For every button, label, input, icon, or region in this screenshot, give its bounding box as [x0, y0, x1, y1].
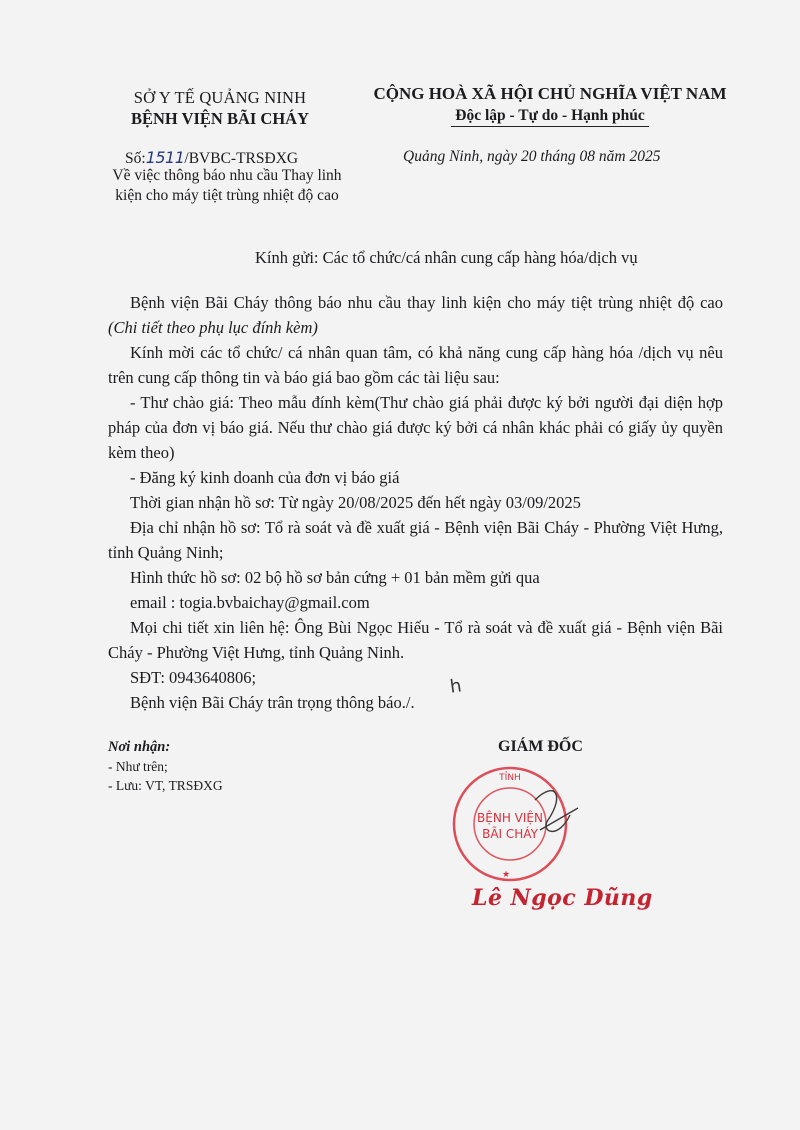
- issuer-org: SỞ Y TẾ QUẢNG NINH: [133, 88, 307, 107]
- handwritten-initials: h: [448, 675, 463, 698]
- recipients-label: Nơi nhận:: [108, 739, 171, 755]
- recipient-item: - Lưu: VT, TRSĐXG: [108, 778, 223, 793]
- signer-name: Lê Ngọc Dũng: [472, 885, 653, 911]
- stamp-line-2: BÃI CHÁY: [482, 827, 538, 841]
- body-paragraph: Hình thức hồ sơ: 02 bộ hồ sơ bản cứng + 01 bản mềm gửi qua: [130, 568, 540, 587]
- document-date: Quảng Ninh, ngày 20 tháng 08 năm 2025: [403, 148, 661, 165]
- issuer-block: [105, 88, 335, 129]
- body-p1-italic: (Chi tiết theo phụ lục đính kèm): [108, 318, 318, 337]
- national-heading: [355, 84, 745, 127]
- nation-motto: Độc lập - Tự do - Hạnh phúc: [451, 107, 648, 127]
- body-paragraph: Địa chỉ nhận hồ sơ: Tổ rà soát và đề xuất giá - Bệnh viện Bãi Cháy - Phường Việt Hưng, tỉnh Quảng Ninh;: [108, 518, 723, 562]
- recipients-block: [108, 738, 223, 795]
- body-paragraph: - Đăng ký kinh doanh của đơn vị báo giá: [130, 468, 400, 487]
- body-paragraph: [108, 290, 723, 340]
- nation-title: CỘNG HOÀ XÃ HỘI CHỦ NGHĨA VIỆT NAM: [373, 84, 727, 103]
- doc-number-suffix: /BVBC-TRSĐXG: [184, 150, 299, 167]
- addressee-line: Kính gửi: Các tổ chức/cá nhân cung cấp hàng hóa/dịch vụ: [255, 248, 638, 267]
- body-p1-text: Bệnh viện Bãi Cháy thông báo nhu cầu thay linh kiện cho máy tiệt trùng nhiệt độ cao: [130, 293, 723, 312]
- signer-title: GIÁM ĐỐC: [498, 738, 583, 755]
- official-stamp: [440, 760, 580, 890]
- doc-number-prefix: Số:: [125, 150, 146, 167]
- stamp-line-1: BỆNH VIỆN: [477, 811, 543, 825]
- issuer-hospital: BỆNH VIỆN BÃI CHÁY: [130, 109, 310, 128]
- body-paragraph: SĐT: 0943640806;: [130, 668, 257, 687]
- body-paragraph: - Thư chào giá: Theo mẫu đính kèm(Thư chào giá phải được ký bởi người đại diện hợp pháp của đơn vị báo giá. Nếu thư chào giá được ký bởi cá nhân khác phải có giấy ủy quyền kèm theo): [108, 393, 723, 462]
- body-paragraph: Kính mời các tổ chức/ cá nhân quan tâm, có khả năng cung cấp hàng hóa /dịch vụ nêu trên cung cấp thông tin và báo giá bao gồm các tài liệu sau:: [108, 343, 723, 387]
- star-icon: ★: [501, 870, 511, 880]
- body-paragraph: Thời gian nhận hồ sơ: Từ ngày 20/08/2025 đến hết ngày 03/09/2025: [130, 493, 581, 512]
- document-body: [108, 290, 723, 715]
- body-paragraph: email : togia.bvbaichay@gmail.com: [130, 593, 370, 612]
- doc-number-handwritten: 1511: [145, 148, 185, 167]
- body-paragraph: Mọi chi tiết xin liên hệ: Ông Bùi Ngọc Hiếu - Tổ rà soát và đề xuất giá - Bệnh viện Bãi Cháy - Phường Việt Hưng, tỉnh Quảng Ninh.: [108, 618, 723, 662]
- stamp-ring-text: TỈNH: [499, 773, 521, 783]
- body-paragraph: Bệnh viện Bãi Cháy trân trọng thông báo./.: [130, 693, 415, 712]
- recipient-item: - Như trên;: [108, 759, 168, 774]
- document-subject: Về việc thông báo nhu cầu Thay linh kiện cho máy tiệt trùng nhiệt độ cao: [112, 167, 342, 204]
- document-number: [125, 148, 298, 168]
